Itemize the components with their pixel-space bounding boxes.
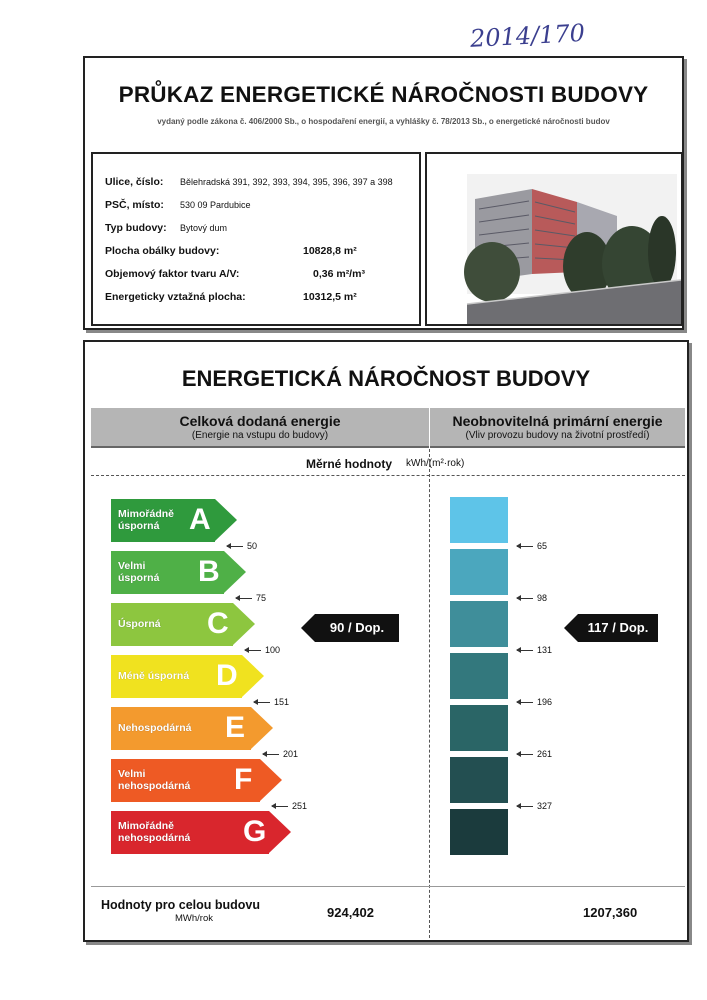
energy-rating-panel (83, 340, 689, 942)
energy-class-label: Mimořádně nehospodárná (118, 820, 191, 844)
delivered-energy-threshold (272, 801, 307, 811)
primary-energy-threshold (517, 645, 552, 655)
energy-class-b (111, 551, 246, 594)
primary-energy-band (450, 809, 508, 855)
energy-class-label: Velmi úsporná (118, 560, 160, 584)
primary-energy-band (450, 653, 508, 699)
primary-energy-total: 1207,360 (583, 905, 638, 920)
reference-area-label: Energeticky vztažná plocha: (105, 291, 246, 303)
threshold-value: 131 (537, 645, 553, 655)
energy-class-arrow-tip (269, 811, 291, 853)
column-divider (429, 449, 430, 938)
energy-class-f (111, 759, 282, 802)
primary-energy-threshold (517, 697, 552, 707)
energy-rating-title: ENERGETICKÁ NÁROČNOST BUDOVY (181, 366, 591, 391)
psc-value: 530 09 Pardubice (180, 200, 251, 210)
delivered-energy-threshold (227, 541, 257, 551)
energy-class-arrow-tip (233, 603, 255, 645)
energy-class-letter: C (207, 607, 229, 640)
threshold-value: 251 (292, 801, 308, 811)
energy-class-c (111, 603, 255, 646)
threshold-value: 151 (274, 697, 290, 707)
primary-energy-marker: 117 / Dop. (578, 614, 658, 642)
delivered-energy-title: Celková dodaná energie (179, 413, 341, 429)
envelope-value: 10828,8 m² (303, 245, 357, 257)
threshold-value: 327 (537, 801, 553, 811)
delivered-energy-threshold (236, 593, 266, 603)
energy-class-g (111, 811, 291, 854)
primary-energy-band (450, 757, 508, 803)
building-photo-image (427, 154, 681, 324)
certificate-subtitle: vydaný podle zákona č. 406/2000 Sb., o hospodaření energií, a vyhlášky č. 78/2013 Sb., o energetické náročnosti budov (157, 117, 610, 126)
energy-class-label: Mimořádně úsporná (118, 508, 175, 532)
energy-class-letter: G (243, 815, 267, 848)
delivered-energy-threshold (254, 697, 289, 707)
shape-factor-value: 0,36 m²/m³ (313, 268, 365, 280)
specific-values-unit: kWh/(m²·rok) (406, 458, 465, 469)
threshold-value: 98 (537, 593, 548, 603)
building-photo (425, 152, 683, 326)
energy-class-label: Úsporná (118, 618, 161, 630)
primary-energy-title: Neobnovitelná primární energie (452, 413, 663, 429)
whole-building-unit: MWh/rok (175, 913, 213, 924)
energy-class-e (111, 707, 273, 750)
primary-energy-threshold (517, 749, 552, 759)
specific-values-title: Měrné hodnoty (306, 457, 392, 471)
reference-area-value: 10312,5 m² (303, 291, 357, 303)
primary-energy-subtitle: (Vliv provozu budovy na životní prostředí) (465, 430, 650, 441)
envelope-label: Plocha obálky budovy: (105, 245, 220, 257)
energy-class-letter: E (225, 711, 246, 744)
primary-energy-band (450, 705, 508, 751)
threshold-value: 261 (537, 749, 553, 759)
type-label: Typ budovy: (105, 222, 167, 234)
street-value: Bělehradská 391, 392, 393, 394, 395, 396, 397 a 398 (180, 177, 393, 187)
energy-class-letter: B (198, 555, 220, 588)
primary-energy-threshold (517, 801, 552, 811)
threshold-value: 100 (265, 645, 281, 655)
building-info-box (91, 152, 421, 326)
energy-class-arrow-tip (260, 759, 282, 801)
delivered-energy-total: 924,402 (327, 905, 374, 920)
primary-energy-header (430, 408, 685, 448)
energy-class-arrow-tip (251, 707, 273, 749)
delivered-energy-threshold (245, 645, 280, 655)
energy-class-letter: A (189, 503, 211, 536)
threshold-value: 196 (537, 697, 553, 707)
energy-class-arrow-tip (242, 655, 264, 697)
shape-factor-label: Objemový faktor tvaru A/V: (105, 268, 240, 280)
primary-energy-threshold (517, 541, 547, 551)
threshold-value: 50 (247, 541, 258, 551)
energy-class-label: Velmi nehospodárná (118, 768, 191, 792)
primary-energy-threshold (517, 593, 547, 603)
whole-building-label: Hodnoty pro celou budovu (101, 898, 261, 912)
energy-class-arrow-tip (224, 551, 246, 593)
psc-label: PSČ, místo: (105, 199, 164, 211)
energy-class-label: Méně úsporná (118, 670, 190, 682)
certificate-header-panel (83, 56, 684, 330)
specific-values-row (91, 449, 685, 476)
energy-class-a (111, 499, 237, 542)
delivered-energy-marker: 90 / Dop. (315, 614, 399, 642)
delivered-energy-threshold (263, 749, 298, 759)
handwritten-annotation: 2014/170 (469, 18, 586, 53)
energy-class-d (111, 655, 264, 698)
delivered-energy-header (91, 408, 429, 448)
delivered-energy-subtitle: (Energie na vstupu do budovy) (191, 430, 329, 441)
primary-energy-band (450, 601, 508, 647)
energy-class-arrow-tip (215, 499, 237, 541)
footer-separator (91, 886, 685, 887)
street-label: Ulice, číslo: (105, 176, 164, 188)
energy-class-label: Nehospodárná (118, 722, 192, 734)
threshold-value: 65 (537, 541, 548, 551)
certificate-title: PRŮKAZ ENERGETICKÉ NÁROČNOSTI BUDOVY (118, 82, 649, 107)
type-value: Bytový dum (180, 223, 228, 233)
threshold-value: 201 (283, 749, 299, 759)
threshold-value: 75 (256, 593, 267, 603)
primary-energy-band (450, 497, 508, 543)
energy-class-letter: D (216, 659, 238, 692)
energy-class-letter: F (234, 763, 253, 796)
primary-energy-band (450, 549, 508, 595)
